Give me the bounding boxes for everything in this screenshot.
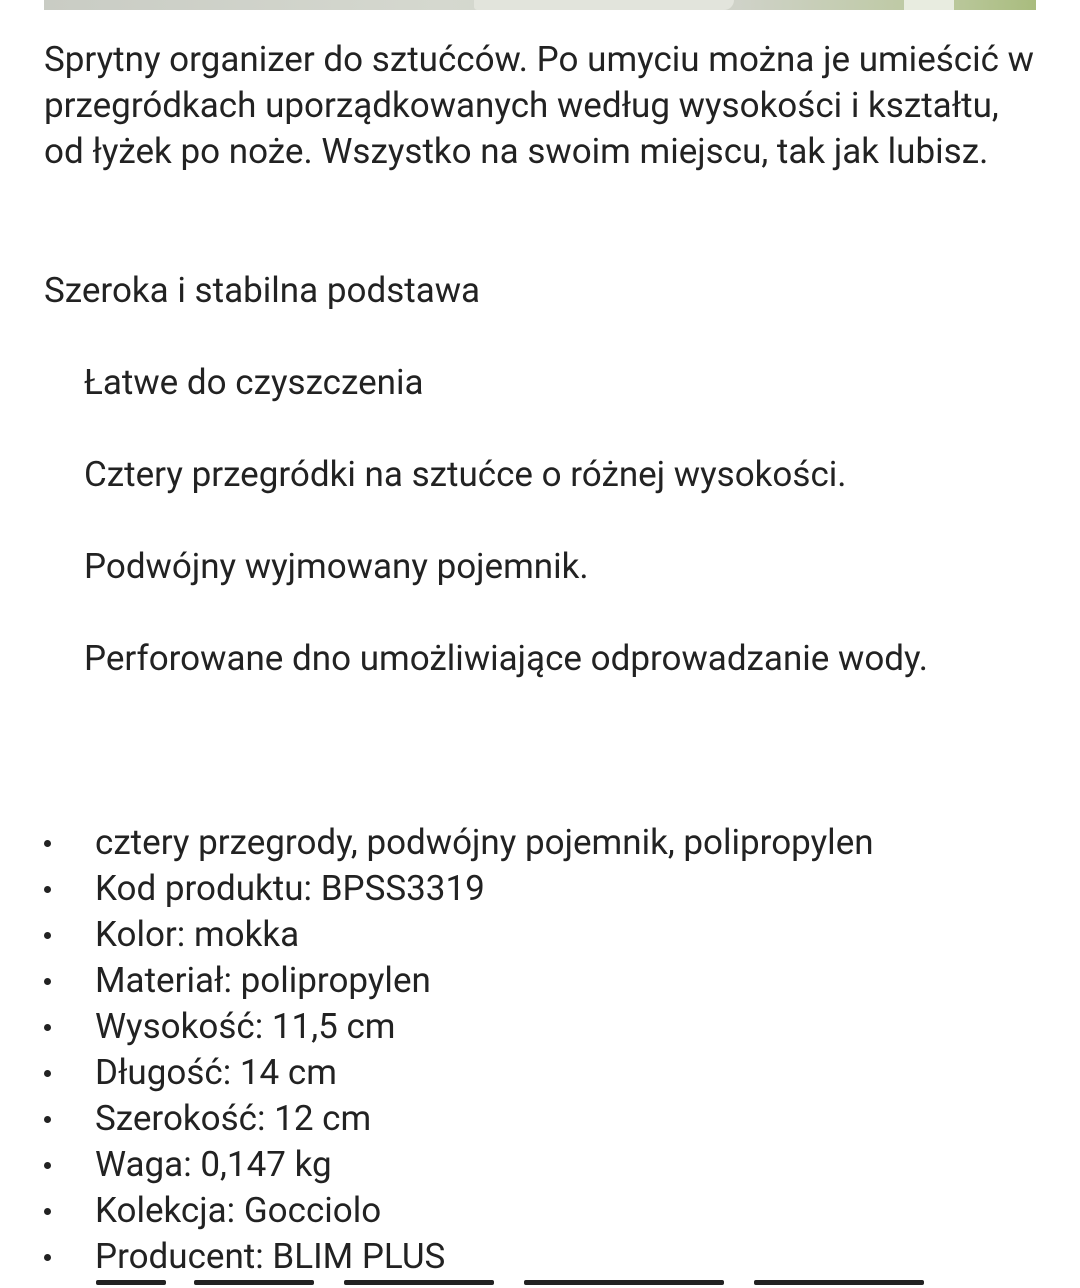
- bullet-icon: [44, 932, 51, 939]
- spec-text: Producent: BLIM PLUS: [95, 1236, 446, 1277]
- bullet-icon: [44, 978, 51, 985]
- bullet-icon: [44, 1162, 51, 1169]
- feature-line: Szeroka i stabilna podstawa: [44, 270, 481, 311]
- bullet-icon: [44, 886, 51, 893]
- bullet-icon: [44, 840, 51, 847]
- spec-text: Waga: 0,147 kg: [95, 1144, 332, 1185]
- feature-line: Podwójny wyjmowany pojemnik.: [84, 546, 589, 587]
- spec-text: Długość: 14 cm: [95, 1052, 337, 1093]
- spec-text: cztery przegrody, podwójny pojemnik, polipropylen: [95, 822, 874, 863]
- bullet-icon: [44, 1254, 51, 1261]
- product-image-shape: [904, 0, 954, 10]
- feature-line: Łatwe do czyszczenia: [84, 362, 424, 403]
- feature-line: Perforowane dno umożliwiające odprowadzanie wody.: [84, 638, 928, 679]
- product-image: [44, 0, 1036, 10]
- spec-text: Wysokość: 11,5 cm: [95, 1006, 396, 1047]
- product-image-shape: [474, 0, 734, 10]
- bullet-icon: [44, 1024, 51, 1031]
- spec-text: Materiał: polipropylen: [95, 960, 431, 1001]
- bullet-icon: [44, 1116, 51, 1123]
- cropped-text-line: [44, 1280, 944, 1288]
- product-description: Sprytny organizer do sztućców. Po umyciu można je umieścić w przegródkach uporządkowanych według wysokości i kształtu, od łyżek po noże. Wszystko na swoim miejscu, tak jak lubisz.: [44, 39, 1034, 172]
- feature-line: Cztery przegródki na sztućce o różnej wysokości.: [84, 454, 847, 495]
- spec-text: Kod produktu: BPSS3319: [95, 868, 485, 909]
- spec-text: Kolor: mokka: [95, 914, 300, 955]
- bullet-icon: [44, 1070, 51, 1077]
- spec-text: Szerokość: 12 cm: [95, 1098, 372, 1139]
- bullet-icon: [44, 1208, 51, 1215]
- spec-text: Kolekcja: Gocciolo: [95, 1190, 382, 1231]
